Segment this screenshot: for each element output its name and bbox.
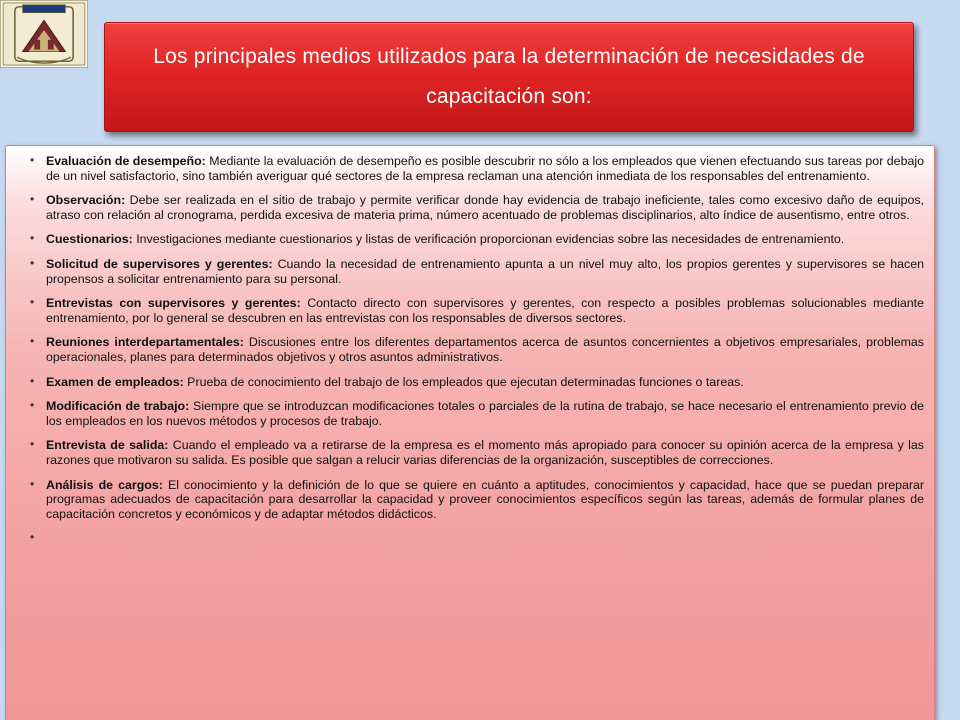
- item-term: Solicitud de supervisores y gerentes:: [46, 256, 273, 271]
- item-text: Cuando el empleado va a retirarse de la empresa es el momento más apropiado para conocer su opinión acerca de la empresa y las razones que motivaron su salida. Es posible que salgan a relucir varias diferencias de la organización, susceptibles de correcciones.: [46, 438, 924, 467]
- list-item: [46, 296, 924, 325]
- item-term: Entrevista de salida:: [46, 438, 169, 453]
- item-term: Entrevistas con supervisores y gerentes:: [46, 296, 301, 311]
- slide-title: Los principales medios utilizados para la determinación de necesidades de capacitación son:: [153, 45, 865, 108]
- list-item: [46, 193, 924, 222]
- item-text: El conocimiento y la definición de lo que se quiere en cuánto a aptitudes, conocimientos y capacidad, hace que se puedan preparar programas adecuados de capacitación para desarrollar la capacidad y proveer conocimientos específicos según las tareas, además de formular planes de capacitación concretos y económicos y de adaptar métodos didácticos.: [46, 477, 925, 521]
- item-text: Investigaciones mediante cuestionarios y listas de verificación proporcionan evidencias sobre las necesidades de entrenamiento.: [132, 232, 845, 247]
- list-item: [46, 478, 924, 522]
- bullet-list: [32, 154, 924, 521]
- item-text: Mediante la evaluación de desempeño es posible descubrir no sólo a los empleados que vienen efectuando sus tareas por debajo de un nivel satisfactorio, sino también averiguar qué sectores de la empresa reclaman una atención inmediata de los responsables del entrenamiento.: [46, 154, 924, 183]
- list-item: [46, 335, 924, 364]
- item-text: Discusiones entre los diferentes departamentos acerca de asuntos concernientes a objetivos empresariales, problemas operacionales, planes para determinados objetivos y otros asuntos administrativos.: [46, 335, 924, 364]
- item-term: Análisis de cargos:: [46, 477, 163, 492]
- item-text: Debe ser realizada en el sitio de trabajo y permite verificar donde hay evidencia de trabajo ineficiente, tales como excesivo daño de equipos, atraso con relación al cronograma, perdida excesiva de materia prima, número acentuado de problemas disciplinarios, alto índice de ausentismo, entre otros.: [46, 193, 924, 222]
- list-item: [46, 154, 924, 183]
- item-text: Prueba de conocimiento del trabajo de los empleados que ejecutan determinadas funciones o tareas.: [183, 374, 744, 389]
- list-item: [46, 375, 924, 390]
- item-text: Siempre que se introduzcan modificaciones totales o parciales de la rutina de trabajo, se hace necesario el entrenamiento previo de los empleados en los nuevos métodos y procesos de trabajo.: [46, 399, 924, 428]
- item-term: Examen de empleados:: [46, 374, 184, 389]
- title-banner: [104, 22, 914, 132]
- item-text: Cuando la necesidad de entrenamiento apunta a un nivel muy alto, los propios gerentes y supervisores se hacen propensos a solicitar entrenamiento para su personal.: [46, 256, 924, 286]
- item-term: Modificación de trabajo:: [46, 399, 190, 414]
- item-term: Observación:: [46, 193, 126, 208]
- item-term: Reuniones interdepartamentales:: [46, 335, 244, 350]
- list-item: [46, 232, 924, 247]
- item-term: Cuestionarios:: [46, 232, 133, 247]
- item-text: Contacto directo con supervisores y gerentes, con respecto a posibles problemas solucionables mediante entrenamiento, por lo general se descubren en las entrevistas con los responsables de diversos sectores.: [46, 296, 924, 325]
- list-item: [46, 399, 924, 428]
- university-crest-icon: [0, 0, 88, 68]
- list-item: [46, 257, 924, 286]
- list-item: [46, 438, 924, 467]
- item-term: Evaluación de desempeño:: [46, 154, 206, 168]
- content-panel: [5, 145, 935, 720]
